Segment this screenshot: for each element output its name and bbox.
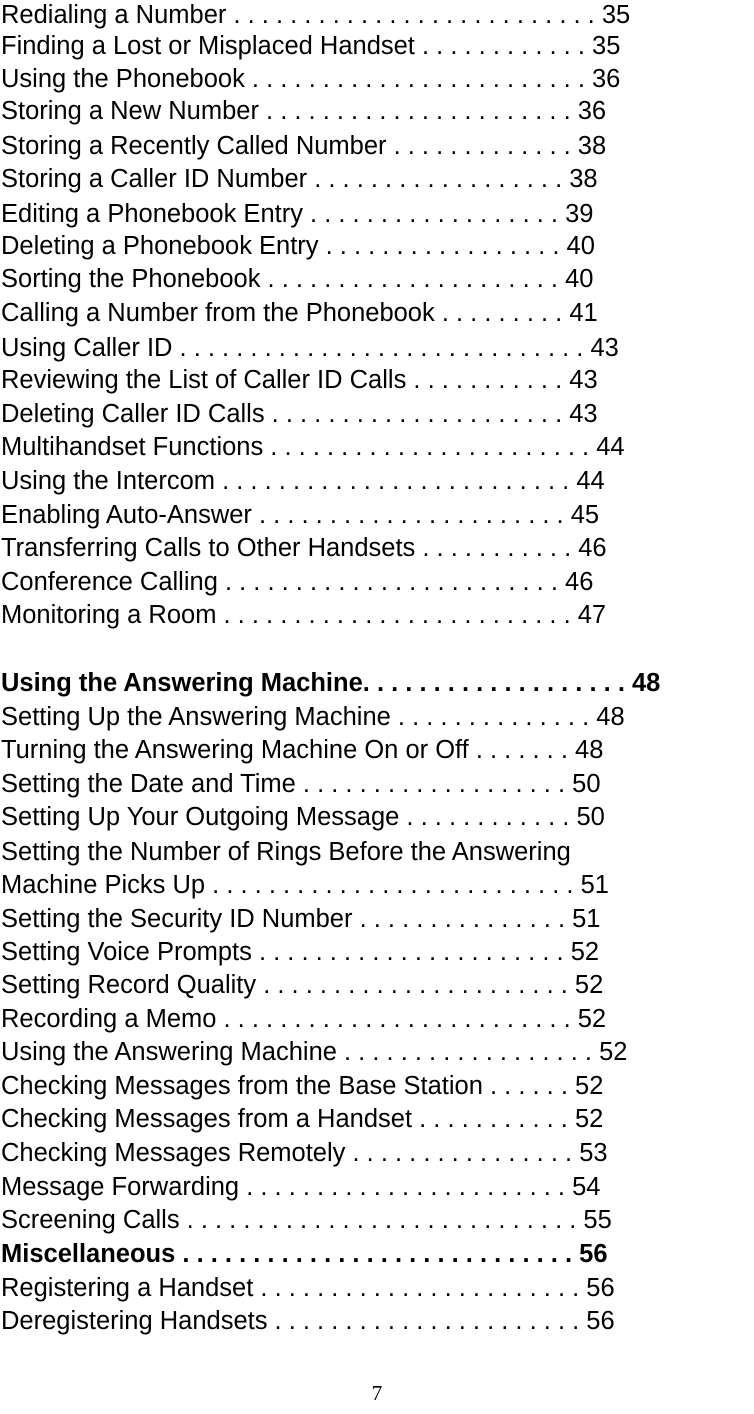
toc-entry: Setting Up Your Outgoing Message . . . . . . . . . . . . 50 bbox=[1, 803, 605, 831]
toc-entry: Setting the Number of Rings Before the Answering bbox=[1, 838, 571, 866]
toc-entry: Using the Intercom . . . . . . . . . . . . . . . . . . . . . . . . . 44 bbox=[1, 467, 605, 495]
toc-entry: Reviewing the List of Caller ID Calls . . . . . . . . . . . 43 bbox=[1, 366, 598, 394]
toc-entry: Checking Messages from the Base Station . . . . . . 52 bbox=[1, 1072, 604, 1100]
toc-entry: Transferring Calls to Other Handsets . . . . . . . . . . . 46 bbox=[1, 534, 607, 562]
toc-entry: Deregistering Handsets . . . . . . . . . . . . . . . . . . . . . . 56 bbox=[1, 1307, 615, 1335]
toc-entry: Using the Answering Machine . . . . . . . . . . . . . . . . . . 52 bbox=[1, 1038, 628, 1066]
toc-entry: Multihandset Functions . . . . . . . . . . . . . . . . . . . . . . . 44 bbox=[1, 433, 625, 461]
toc-entry: Using Caller ID . . . . . . . . . . . . . . . . . . . . . . . . . . . . . 43 bbox=[1, 334, 619, 362]
toc-entry: Recording a Memo . . . . . . . . . . . . . . . . . . . . . . . . . 52 bbox=[1, 1005, 607, 1033]
toc-entry: Deleting a Phonebook Entry . . . . . . . . . . . . . . . . . 40 bbox=[1, 232, 595, 260]
page-number: 7 bbox=[371, 1381, 383, 1405]
toc-entry: Storing a Caller ID Number . . . . . . . . . . . . . . . . . . 38 bbox=[1, 165, 598, 193]
toc-entry: Calling a Number from the Phonebook . . . . . . . . . 41 bbox=[1, 299, 598, 327]
toc-section-heading: Miscellaneous . . . . . . . . . . . . . . . . . . . . . . . . . . . . 56 bbox=[1, 1240, 608, 1268]
toc-entry: Turning the Answering Machine On or Off . . . . . . . 48 bbox=[1, 736, 604, 764]
toc-section-heading: Using the Answering Machine. . . . . . . . . . . . . . . . . . . 48 bbox=[1, 669, 661, 697]
toc-entry: Checking Messages Remotely . . . . . . . . . . . . . . . . 53 bbox=[1, 1139, 608, 1167]
toc-entry: Registering a Handset . . . . . . . . . . . . . . . . . . . . . . . 56 bbox=[1, 1274, 615, 1302]
toc-entry: Setting Voice Prompts . . . . . . . . . . . . . . . . . . . . . . 52 bbox=[1, 938, 600, 966]
toc-entry: Setting Record Quality . . . . . . . . . . . . . . . . . . . . . . 52 bbox=[1, 971, 604, 999]
toc-entry: Storing a New Number . . . . . . . . . . . . . . . . . . . . . . 36 bbox=[1, 97, 607, 125]
toc-entry: Setting the Security ID Number . . . . . . . . . . . . . . . 51 bbox=[1, 905, 601, 933]
toc-entry: Enabling Auto-Answer . . . . . . . . . . . . . . . . . . . . . . 45 bbox=[1, 501, 600, 529]
toc-entry: Checking Messages from a Handset . . . . . . . . . . . 52 bbox=[1, 1105, 604, 1133]
toc-entry: Deleting Caller ID Calls . . . . . . . . . . . . . . . . . . . . . 43 bbox=[1, 400, 598, 428]
toc-entry: Sorting the Phonebook . . . . . . . . . . . . . . . . . . . . . 40 bbox=[1, 265, 594, 293]
toc-entry: Screening Calls . . . . . . . . . . . . . . . . . . . . . . . . . . . . 55 bbox=[1, 1206, 612, 1234]
toc-entry: Monitoring a Room . . . . . . . . . . . . . . . . . . . . . . . . . 47 bbox=[1, 601, 607, 629]
toc-entry: Setting the Date and Time . . . . . . . . . . . . . . . . . . . 50 bbox=[1, 770, 601, 798]
toc-entry: Setting Up the Answering Machine . . . . . . . . . . . . . . 48 bbox=[1, 703, 625, 731]
toc-entry: Finding a Lost or Misplaced Handset . . . . . . . . . . . . 35 bbox=[1, 32, 621, 60]
toc-entry: Storing a Recently Called Number . . . . . . . . . . . . . 38 bbox=[1, 132, 607, 160]
toc-entry: Redialing a Number . . . . . . . . . . . . . . . . . . . . . . . . . . 35 bbox=[1, 1, 631, 29]
toc-entry: Using the Phonebook . . . . . . . . . . . . . . . . . . . . . . . . 36 bbox=[1, 65, 621, 93]
toc-entry: Machine Picks Up . . . . . . . . . . . . . . . . . . . . . . . . . . 51 bbox=[1, 871, 609, 899]
toc-entry: Conference Calling . . . . . . . . . . . . . . . . . . . . . . . . 46 bbox=[1, 568, 594, 596]
toc-entry: Message Forwarding . . . . . . . . . . . . . . . . . . . . . . . 54 bbox=[1, 1173, 601, 1201]
toc-entry: Editing a Phonebook Entry . . . . . . . . . . . . . . . . . . 39 bbox=[1, 200, 594, 228]
